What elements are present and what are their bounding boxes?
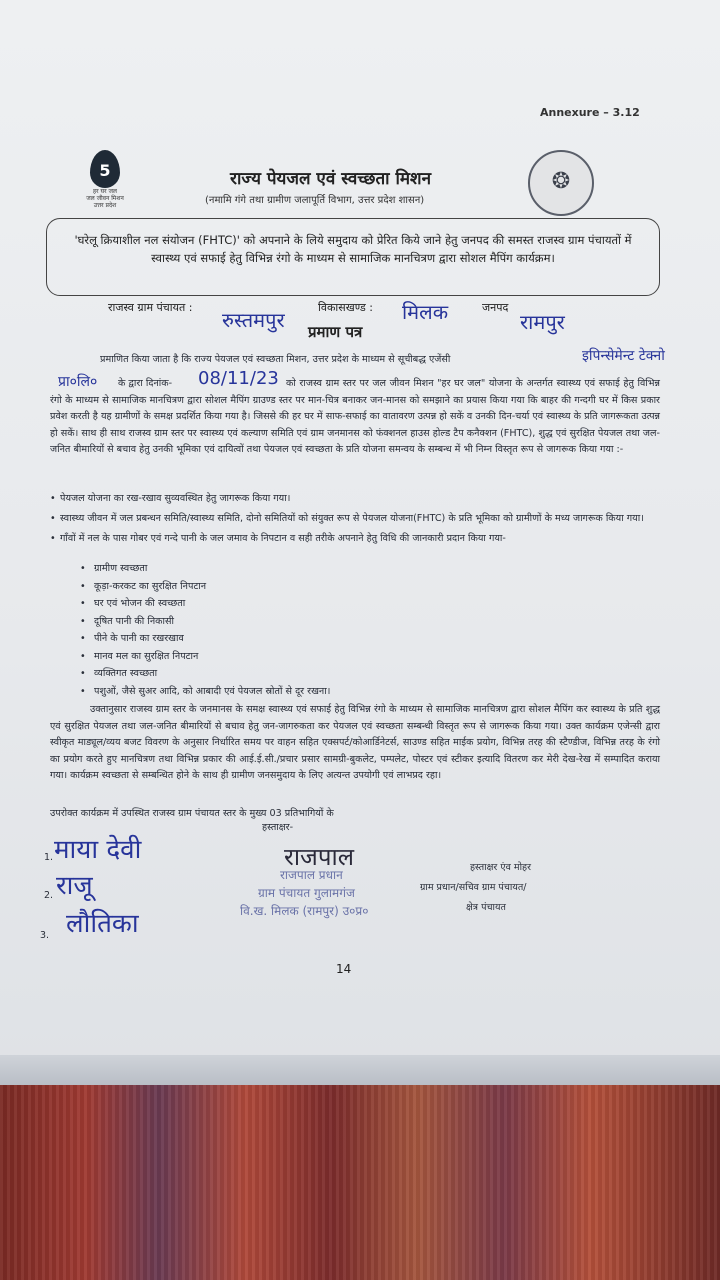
program-box [46,218,660,296]
stamp-line-1: राजपाल प्रधान [280,868,343,882]
para2 [50,702,660,785]
sign-authority-line: ग्राम प्रधान/सचिव ग्राम पंचायत/ [420,882,527,893]
agency-handwritten-2: प्रा०लि० [58,374,98,390]
sub-bullet-item: • दूषित पानी की निकासी [80,613,330,631]
water-drop-icon: 5 [90,150,120,188]
sub-bullet-item: • कूड़ा-करकट का सुरक्षित निपटान [80,578,330,596]
gram-panchayat-value: रुस्तमपुर [222,308,285,332]
para1-text: को राजस्व ग्राम स्तर पर जल जीवन मिशन "हर घर जल" योजना के अन्तर्गत स्वास्थ्य एवं सफाई हेतु विभिन्न रंगो के माध्यम से सामाजिक मानचित्रण द्वारा सोशल मैपिंग ग्राउण्ड स्तर पर मान-चित्र बनाकर जन-मानस को समझाने का प्रयास किया गया कि बाहर की गन्दगी घर में किस प्रकार प्रवेश करती है यह ग्रामीणों के समक्ष प्रदर्शित किया गया है। जिससे की हर घर में साफ-सफाई का वातावरण उत्पन्न हो सकें व उनकी दिन-चर्या एवं स्वास्थ्य के प्रति जागरूकता उत्पन्न हो सकें। साथ ही साथ राजस्व ग्राम स्तर पर स्वास्थ्य एवं कल्याण समिति एवं ग्राम जनमानस को फंक्शनल हाउस होल्ड टैप कनैक्शन (FHTC), शुद्ध एवं सुरक्षित पेयजल तथा जल-जनित बीमारियों से बचाव हेतु उनकी भूमिका एवं दायित्वों तथा पेयजल एवं स्वच्छता के प्रति योजना समन्वय के सम्बन्ध में भी निम्न विस्तृत रूप से जागरूक किया गया :- [50,378,660,456]
sign-seal-label: हस्ताक्षर एंव मोहर [470,862,531,873]
para1-body [50,376,660,459]
sub-bullet-item: • व्यक्तिगत स्वच्छता [80,665,330,683]
sign-authority-line-2: क्षेत्र पंचायत [466,902,506,913]
signature-2: राजू [56,871,93,901]
logo-line-2: जल जीवन मिशन [86,195,124,202]
date-handwritten: 08/11/23 [198,368,279,389]
signature-3: लौतिका [66,909,139,939]
annexure-label: Annexure – 3.12 [540,106,640,119]
bullet-list [50,490,660,547]
agency-handwritten: इपिन्सेमेन्ट टेक्नो [582,348,665,364]
signature-no-3: 3. [40,930,50,941]
jal-jeevan-mission-logo [80,150,130,209]
block-label: विकासखण्ड : [318,301,374,314]
block-value: मिलक [402,300,449,324]
department-subtitle: (नमामि गंगे तथा ग्रामीण जलापूर्ति विभाग, उत्तर प्रदेश शासन) [205,195,425,206]
sub-bullet-item: • घर एवं भोजन की स्वच्छता [80,595,330,613]
date-label: के द्वारा दिनांक- [118,378,173,389]
mission-title: राज्य पेयजल एवं स्वच्छता मिशन [230,169,432,189]
signature-1: माया देवी [54,835,142,865]
bullet-item: • स्वास्थ्य जीवन में जल प्रबन्धन समिति/स्वास्थ्य समिति, दोनो समितियों को संयुक्त रूप से पेयजल योजना(FHTC) के प्रति भूमिका को ग्रामीणों के मध्य जागरूक किया गया। [50,510,660,527]
signature-no-2: 2. [44,890,54,901]
participants-line: उपरोक्त कार्यक्रम में उपस्थित राजस्व ग्राम पंचायत स्तर के मुख्य 03 प्रतिभागियों के [50,808,334,819]
logo-line-1: हर घर जल [93,188,117,195]
bullet-item: • पेयजल योजना का रख-रखाव सुव्यवस्थित हेतु जागरूक किया गया। [50,490,660,507]
district-value: रामपुर [520,310,565,334]
para2-text: उक्तानुसार राजस्व ग्राम स्तर के जनमानस के समक्ष स्वास्थ्य एवं सफाई हेतु विभिन्न रंगो के माध्यम से सामाजिक मानचित्रण द्वारा सोशल मैपिंग कर स्वास्थ्य के प्रति शुद्ध एवं सुरक्षित पेयजल तथा जल-जनित बीमारियों से बचाव हेतु जन-जागरुकता कर पेयजल एवं स्वच्छता सम्बन्धी विस्तृत रूप से जागरूक किया गया। उक्त कार्यक्रम एजेन्सी द्वारा स्वीकृत माड्यूल/व्यय बजट विवरण के अनुसार निर्धारित समय पर वाहन सहित एक्सपर्ट/कोआर्डिनेटर्स, साउण्ड सहित माईक प्रयोग, विभिन्न तरह की स्टैण्डीज, विभिन्न तरह के रंगो का प्रयोग करते हुए मानचित्रण तथा विभिन्न प्रकार की आई.ई.सी./प्रचार प्रसार सामग्री-बुकलेट, पम्पलेट, पोस्टर एवं स्टीकर इत्यादि वितरण कर मेरी देख-रेख में सम्पादित कराया गया। कार्यक्रम स्वच्छता से सम्बन्धित होने के साथ ही ग्रामीण जनसमुदाय के लिए अत्यन्त उपयोगी एवं लाभप्रद रहा। [50,704,660,782]
up-state-emblem-icon: ❂ [528,150,594,216]
stamp-line-3: वि.ख. मिलक (रामपुर) उ०प्र० [240,904,369,918]
signature-label: हस्ताक्षर- [262,822,294,833]
page-number: 14 [336,962,352,976]
sub-bullet-list [80,560,330,700]
sub-bullet-item: • मानव मल का सुरक्षित निपटान [80,648,330,666]
paper-fold-shadow [0,1055,720,1085]
pradhan-signature: राजपाल [284,843,354,871]
signature-no-1: 1. [44,852,54,863]
sub-bullet-item: • ग्रामीण स्वच्छता [80,560,330,578]
program-description: 'घरेलू क्रियाशील नल संयोजन (FHTC)' को अपनाने के लिये समुदाय को प्रेरित किये जाने हेतु जनपद की समस्त राजस्व ग्राम पंचायतों में स्वास्थ्य एवं सफाई हेतु विभिन्न रंगो के माध्यम से सामाजिक मानचित्रण द्वारा सोशल मैपिंग कार्यक्रम। [74,233,632,265]
district-label: जनपद [482,301,509,314]
sub-bullet-item: • पशुओं, जैसे सुअर आदि, को आबादी एवं पेयजल स्रोतों से दूर रखना। [80,683,330,701]
certificate-title: प्रमाण पत्र [308,323,363,341]
logo-line-3: उत्तर प्रदेश [93,202,117,209]
bullet-item: • गाँवों में नल के पास गोबर एवं गन्दे पानी के जल जमाव के निपटान व सही तरीके अपनाने हेतु विधि की जानकारी प्रदान किया गया- [50,530,660,547]
stamp-line-2: ग्राम पंचायत गुलामगंज [258,886,355,900]
sub-bullet-item: • पीने के पानी का रखरखाव [80,630,330,648]
gram-panchayat-label: राजस्व ग्राम पंचायत : [108,301,193,314]
para1-start: प्रमाणित किया जाता है कि राज्य पेयजल एवं स्वच्छता मिशन, उत्तर प्रदेश के माध्यम से सूचीबद्ध एजेंसी [100,354,451,365]
